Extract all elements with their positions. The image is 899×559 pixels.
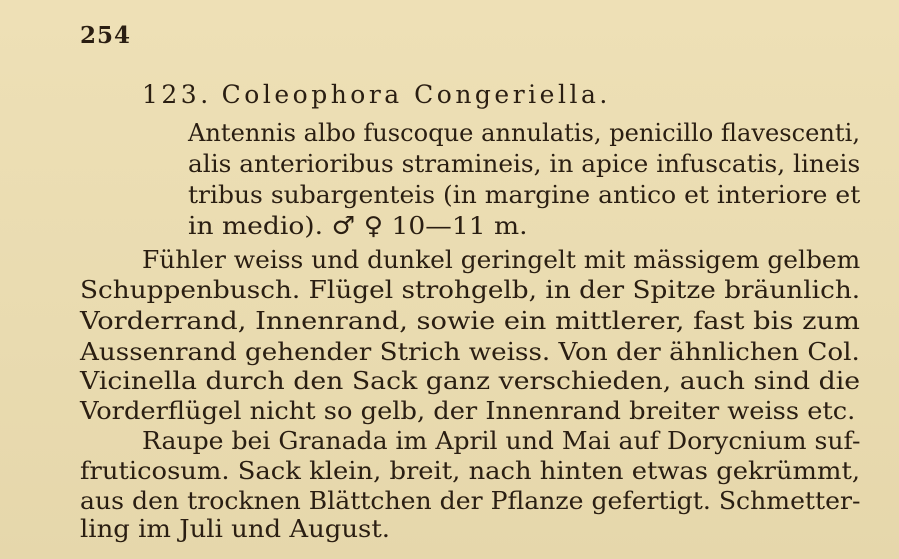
entry-number: 123. <box>142 80 212 109</box>
text-line: alis anterioribus stramineis, in apice infuscatis, lineis <box>188 149 861 178</box>
text-line: in medio). ♂ ♀ 10—11 m. <box>188 211 528 240</box>
text-line: Vicinella durch den Sack ganz verschieden, auch sind die <box>80 366 861 395</box>
text-line: ling im Juli und August. <box>80 514 391 543</box>
text-line: Vorderflügel nicht so gelb, der Innenrand breiter weiss etc. <box>80 396 856 425</box>
text-line: aus den trocknen Blättchen der Pflanze gefertigt. Schmetter- <box>80 486 861 515</box>
text-line: Vorderrand, Innenrand, sowie ein mittlerer, fast bis zum <box>80 306 860 335</box>
text-line: Raupe bei Granada im April und Mai auf Dorycnium suf- <box>142 426 861 455</box>
page-number: 254 <box>80 22 132 49</box>
text-line: Schuppenbusch. Flügel strohgelb, in der Spitze bräunlich. <box>80 275 861 304</box>
text-line: tribus subargenteis (in margine antico et interiore et <box>188 180 861 209</box>
species-title: Coleophora Congeriella. <box>221 80 611 109</box>
text-line: fruticosum. Sack klein, breit, nach hinten etwas gekrümmt, <box>80 456 861 485</box>
text-line: Antennis albo fuscoque annulatis, penicillo flavescenti, <box>188 118 860 147</box>
species-heading <box>142 80 621 109</box>
text-line: Fühler weiss und dunkel geringelt mit mässigem gelbem <box>142 245 861 274</box>
text-line: Aussenrand gehender Strich weiss. Von der ähnlichen Col. <box>80 337 860 366</box>
